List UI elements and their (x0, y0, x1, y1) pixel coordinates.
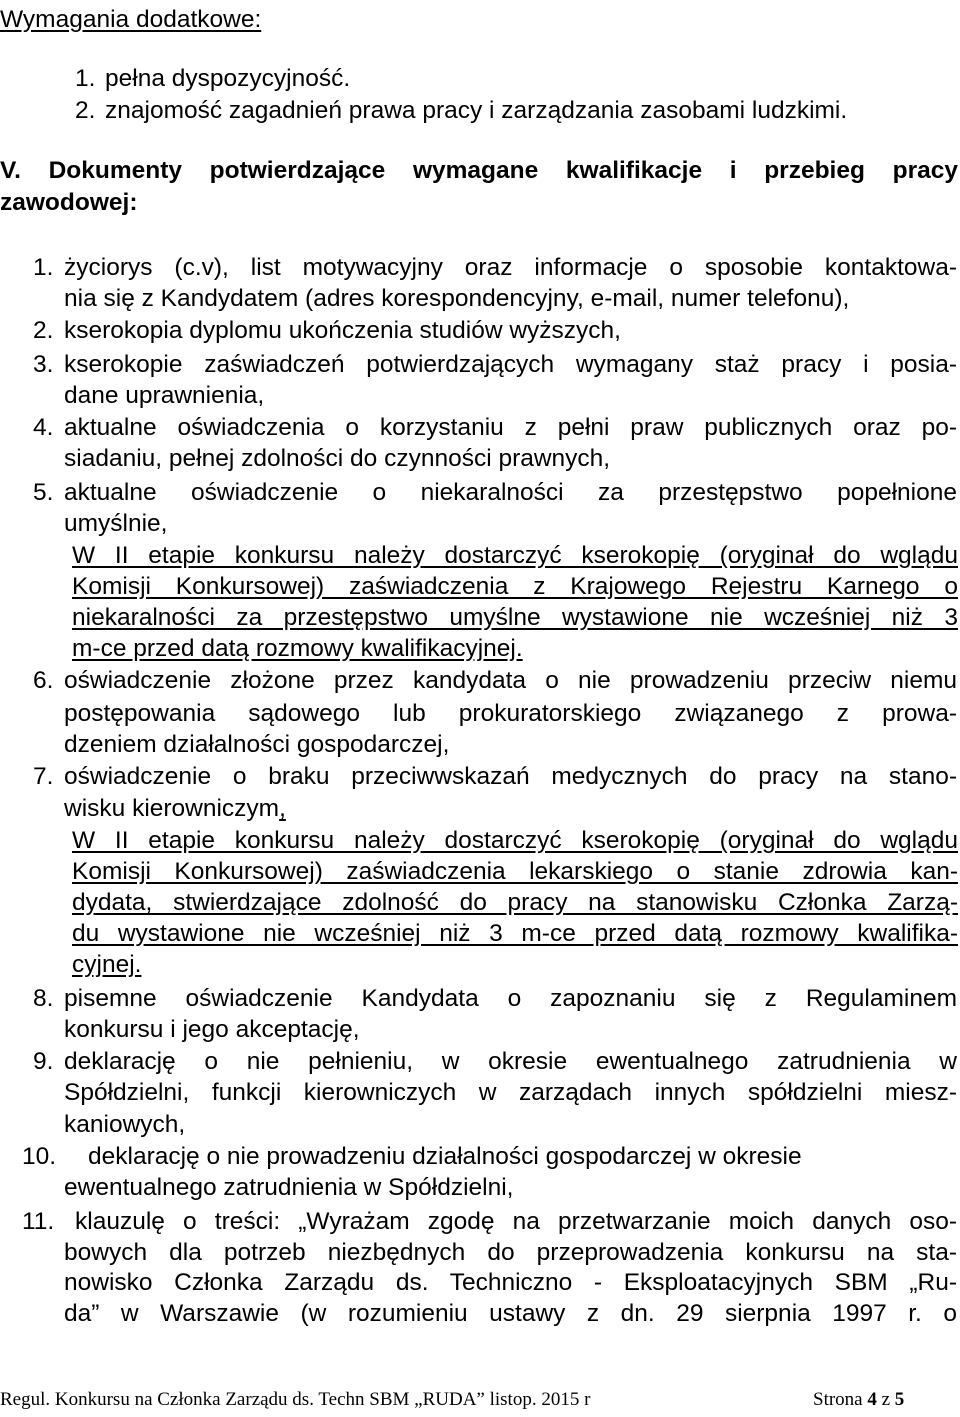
page-footer (0, 1388, 960, 1412)
section-v-heading-cont: zawodowej: (0, 189, 138, 216)
list-item-cont (64, 794, 286, 824)
list-item-num: 2. (33, 317, 54, 344)
list-item-num: 10. (22, 1143, 57, 1170)
stage-two-note: W II etapie konkursu należy dostarczyć kserokopię (oryginał do wglądu (72, 542, 958, 569)
list-item: aktualne oświadczenie o niekaralności za przestępstwo popełnione (64, 479, 957, 506)
list-item: oświadczenie złożone przez kandydata o nie prowadzeniu przeciw niemu (64, 667, 957, 694)
stage-two-note: m-ce przed datą rozmowy kwalifikacyjnej. (72, 635, 523, 662)
list-item-num: 7. (33, 763, 54, 790)
stage-two-note: dydata, stwierdzające zdolność do pracy na stanowisku Członka Zarzą- (72, 889, 958, 916)
list-item-cont: kaniowych, (64, 1111, 186, 1138)
list-item-cont: da” w Warszawie (w rozumieniu ustawy z dn. 29 sierpnia 1997 r. o (64, 1300, 957, 1327)
extra-item-num: 1. (75, 65, 96, 92)
list-item: kserokopie zaświadczeń potwierdzających wymagany staż pracy i posia- (64, 351, 957, 378)
list-item-num: 8. (33, 985, 54, 1012)
current-page: 4 (867, 1389, 877, 1410)
list-item: kserokopia dyplomu ukończenia studiów wyższych, (64, 317, 621, 344)
stage-two-note: cyjnej. (72, 951, 142, 978)
total-pages: 5 (894, 1389, 905, 1410)
of-word: z (881, 1389, 891, 1410)
list-item: deklarację o nie pełnieniu, w okresie ewentualnego zatrudnienia w (64, 1048, 957, 1075)
list-item-cont: ewentualnego zatrudnienia w Spółdzielni, (64, 1174, 514, 1201)
list-item: klauzulę o treści: „Wyrażam zgodę na przetwarzanie moich danych oso- (75, 1208, 957, 1235)
list-item-cont: nia się z Kandydatem (adres korespondencyjny, e-mail, numer telefonu), (64, 285, 850, 312)
stage-two-note: Komisji Konkursowej) zaświadczenia lekarskiego o stanie zdrowia kan- (72, 858, 958, 885)
list-item: pisemne oświadczenie Kandydata o zapoznaniu się z Regulaminem (64, 985, 957, 1012)
list-item: aktualne oświadczenia o korzystaniu z pełni praw publicznych oraz po- (64, 414, 957, 441)
extra-item: pełna dyspozycyjność. (105, 65, 351, 92)
list-item-cont: siadaniu, pełnej zdolności do czynności prawnych, (64, 445, 611, 472)
list-item-num: 6. (33, 667, 54, 694)
list-item: deklarację o nie prowadzeniu działalności gospodarczej w okresie (88, 1143, 802, 1170)
page-number (813, 1388, 904, 1412)
list-item-num: 5. (33, 479, 54, 506)
list-item: życiorys (c.v), list motywacyjny oraz informacje o sposobie kontaktowa- (64, 254, 957, 281)
list-item-cont: konkursu i jego akceptację, (64, 1016, 360, 1043)
stage-two-note: niekaralności za przestępstwo umyślne wystawione nie wcześniej niż 3 (72, 604, 958, 631)
list-item-num: 4. (33, 414, 54, 441)
page-word: Strona (813, 1389, 863, 1410)
list-item-comma: , (279, 795, 286, 822)
list-item: oświadczenie o braku przeciwwskazań medycznych do pracy na stano- (64, 763, 957, 790)
extra-item-num: 2. (75, 97, 96, 124)
stage-two-note: Komisji Konkursowej) zaświadczenia z Krajowego Rejestru Karnego o (72, 573, 958, 600)
list-item-num: 9. (33, 1048, 54, 1075)
list-item-cont: nowisko Członka Zarządu ds. Techniczno - Eksploatacyjnych SBM „Ru- (64, 1269, 957, 1296)
stage-two-note: W II etapie konkursu należy dostarczyć kserokopię (oryginał do wglądu (72, 827, 958, 854)
extra-item: znajomość zagadnień prawa pracy i zarządzania zasobami ludzkimi. (105, 97, 848, 124)
extra-heading: Wymagania dodatkowe: (0, 6, 262, 33)
list-item-num: 1. (33, 254, 54, 281)
list-item-cont: dzeniem działalności gospodarczej, (64, 731, 450, 758)
section-v-heading: V. Dokumenty potwierdzające wymagane kwalifikacje i przebieg pracy (0, 157, 958, 184)
stage-two-note: du wystawione nie wcześniej niż 3 m-ce przed datą rozmowy kwalifika- (72, 920, 958, 947)
list-item-num: 11. (22, 1208, 55, 1235)
list-item-cont: postępowania sądowego lub prokuratorskiego związanego z prowa- (64, 700, 957, 727)
list-item-num: 3. (33, 351, 54, 378)
list-item-cont-text: wisku kierowniczym (64, 795, 280, 822)
footer-title: Regul. Konkursu na Członka Zarządu ds. Techn SBM „RUDA” listop. 2015 r (0, 1389, 591, 1410)
list-item-cont: umyślnie, (64, 510, 168, 537)
list-item-cont: Spółdzielni, funkcji kierowniczych w zarządach innych spółdzielni miesz- (64, 1079, 957, 1106)
list-item-cont: dane uprawnienia, (64, 382, 265, 409)
list-item-cont: bowych dla potrzeb niezbędnych do przeprowadzenia konkursu na sta- (64, 1239, 957, 1266)
